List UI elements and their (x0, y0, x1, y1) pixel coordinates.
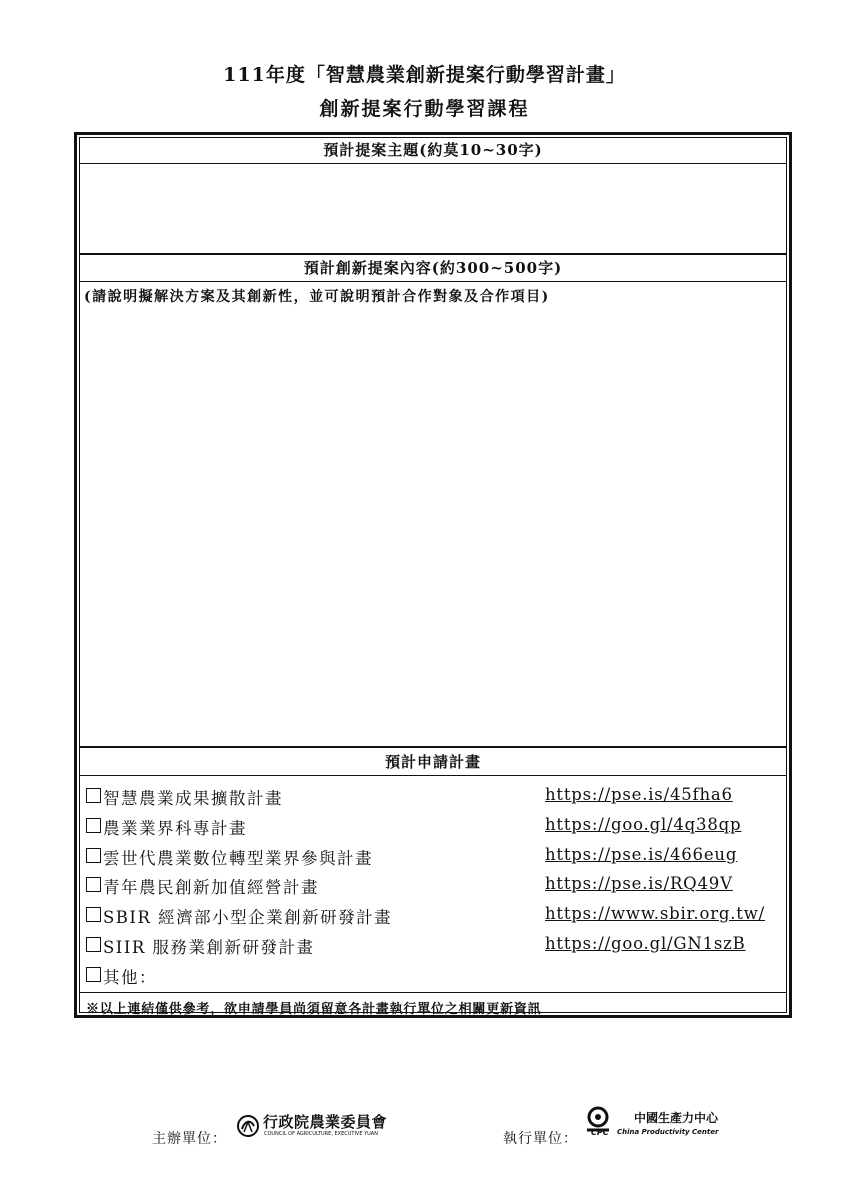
plan-name: 智慧農業成果擴散計畫 (103, 789, 283, 808)
plan-checkbox[interactable] (86, 967, 101, 982)
plan-checkbox[interactable] (86, 937, 101, 952)
plan-option (86, 845, 786, 871)
plan-checkbox[interactable] (86, 877, 101, 892)
plan-name: SBIR 經濟部小型企業創新研發計畫 (103, 908, 393, 927)
divider (79, 775, 787, 776)
plan-link[interactable]: https://www.sbir.org.tw/ (545, 904, 766, 923)
executor-name: 中國生產力中心 (634, 1111, 719, 1125)
plan-option (86, 874, 786, 900)
plan-link[interactable]: https://pse.is/RQ49V (545, 874, 733, 893)
plan-checkbox[interactable] (86, 907, 101, 922)
plan-checkbox[interactable] (86, 788, 101, 803)
divider (79, 746, 787, 748)
coa-logo (236, 1110, 406, 1142)
plan-name: 雲世代農業數位轉型業界參與計畫 (103, 849, 373, 868)
plan-link[interactable]: https://pse.is/45fha6 (545, 785, 733, 804)
cpc-logo (584, 1106, 744, 1142)
coa-emblem-icon (236, 1114, 260, 1138)
plan-link[interactable]: https://goo.gl/GN1szB (545, 934, 746, 953)
organizer-name-en: COUNCIL OF AGRICULTURE, EXECUTIVE YUAN (264, 1131, 378, 1137)
plan-name: 農業業界科專計畫 (103, 819, 247, 838)
executor-name-en: China Productivity Center (617, 1128, 719, 1136)
content-section-header: 預計創新提案內容(約300~500字) (303, 259, 563, 277)
form-subtitle: 創新提案行動學習課程 (319, 98, 530, 120)
cpc-mark-text: CPC (591, 1128, 609, 1137)
plan-option (86, 785, 786, 811)
divider (79, 281, 787, 282)
plans-section-header: 預計申請計畫 (384, 753, 481, 771)
plan-name: 青年農民創新加值經營計畫 (103, 878, 319, 897)
plan-link[interactable]: https://pse.is/466eug (545, 845, 738, 864)
plan-name: 其他： (103, 968, 157, 987)
plan-checkbox[interactable] (86, 848, 101, 863)
plan-option-other (86, 964, 786, 990)
content-instruction-note: (請說明擬解決方案及其創新性，並可說明預計合作對象及合作項目) (84, 289, 550, 305)
plan-checkbox[interactable] (86, 818, 101, 833)
disclaimer-footnote: ※以上連結僅供參考，欲申請學員尚須留意各計畫執行單位之相關更新資訊 (86, 1002, 542, 1017)
plan-option (86, 815, 786, 841)
form-title: 111年度「智慧農業創新提案行動學習計畫」 (223, 64, 626, 86)
topic-answer-area[interactable] (80, 164, 786, 253)
plan-option (86, 904, 786, 930)
plan-link[interactable]: https://goo.gl/4q38qp (545, 815, 742, 834)
content-answer-area[interactable] (80, 310, 786, 746)
organizer-name: 行政院農業委員會 (263, 1113, 388, 1131)
plan-option (86, 934, 786, 960)
plan-name: SIIR 服務業創新研發計畫 (103, 938, 315, 957)
topic-section-header: 預計提案主題(約莫10~30字) (323, 141, 543, 159)
executor-label: 執行單位： (503, 1131, 578, 1147)
organizer-label: 主辦單位： (152, 1131, 227, 1147)
divider (79, 992, 787, 993)
